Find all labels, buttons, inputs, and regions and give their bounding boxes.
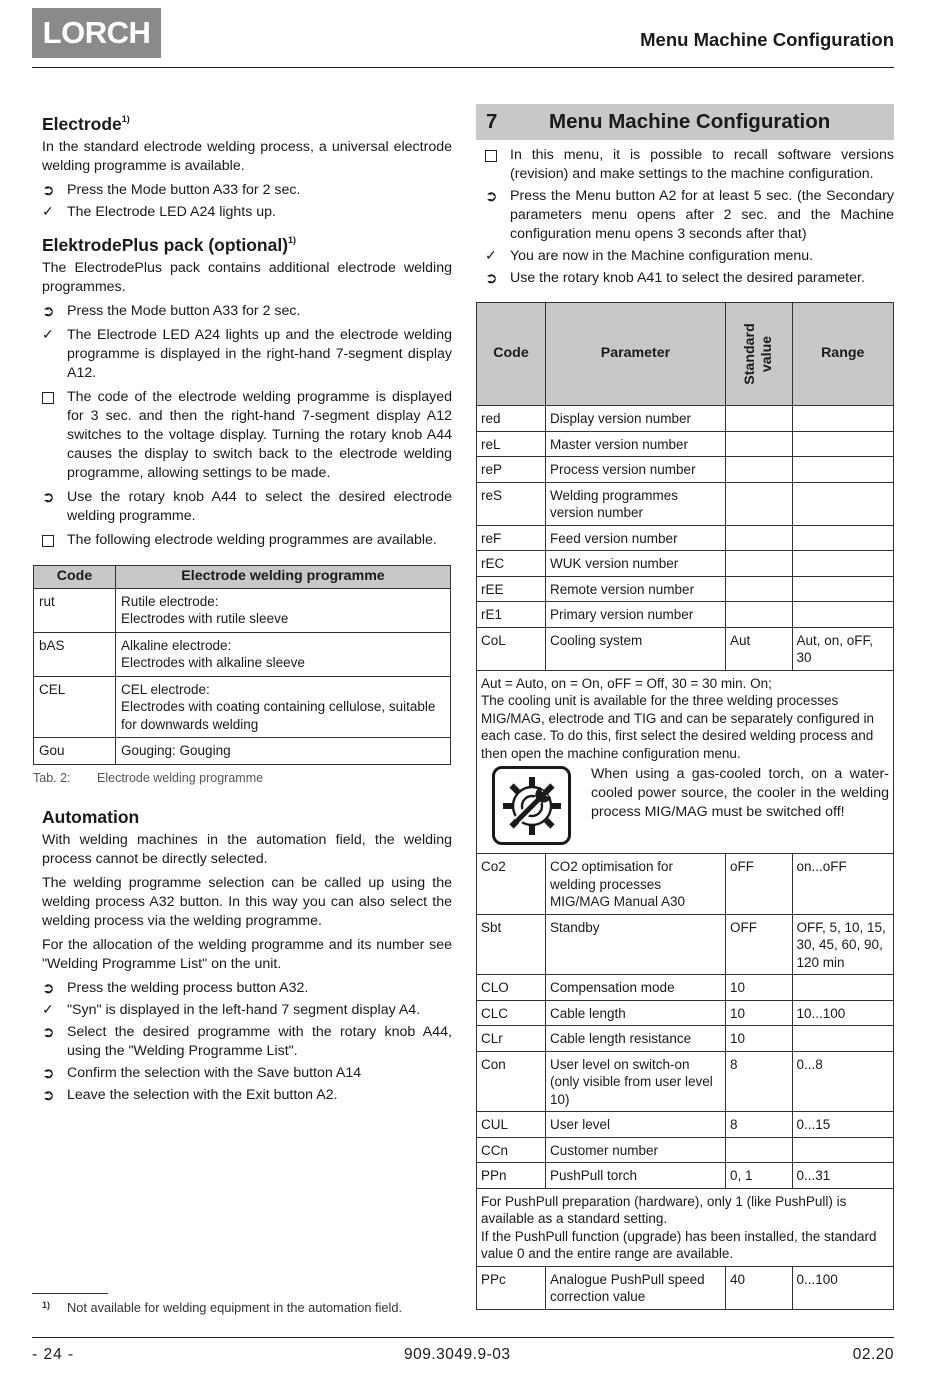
table-row [477, 525, 894, 551]
table-cell: User level on switch-on (only visible from user level 10) [546, 1051, 726, 1112]
table-row [34, 676, 451, 738]
table-row [477, 1137, 894, 1163]
step-item: ➲ Confirm the selection with the Save button A14 [42, 1064, 362, 1082]
table-cell: Compensation mode [546, 975, 726, 1001]
arrow-icon: ➲ [42, 1086, 55, 1104]
table-cell: 0...100 [792, 1266, 894, 1309]
step-item: ➲ Press the Menu button A2 for at least 5 sec. (the Secondary parameters menu opens after 2 sec. and the Machine configuration menu opens 3 seconds after that) [485, 188, 894, 242]
table-cell: OFF, 5, 10, 15, 30, 45, 60, 90, 120 min [792, 914, 894, 975]
pushpull-note-row [477, 1188, 894, 1266]
table-cell: Process version number [546, 457, 726, 483]
result-item: ✓ You are now in the Machine configuration menu. [485, 248, 814, 264]
table-cell: rut [34, 588, 116, 632]
table-cell [792, 975, 894, 1001]
table-cell: Feed version number [546, 525, 726, 551]
table-row [477, 975, 894, 1001]
table-cell: 0, 1 [726, 1163, 793, 1189]
table-cell [792, 602, 894, 628]
table-row [477, 406, 894, 432]
step-item: ➲ Use the rotary knob A44 to select the desired electrode welding programme. [42, 489, 452, 524]
step-item: ➲ Press the welding process button A32. [42, 979, 309, 997]
table-cell: 0...31 [792, 1163, 894, 1189]
table-cell [726, 406, 793, 432]
table-row [477, 1026, 894, 1052]
table-header: Range [792, 303, 894, 406]
document-date: 02.20 [852, 1346, 894, 1363]
table-cell: oFF [726, 854, 793, 915]
table-cell: Cable length resistance [546, 1026, 726, 1052]
table-cell [792, 431, 894, 457]
table-row [34, 588, 451, 632]
table-header: Code [477, 303, 546, 406]
table-cell: 10...100 [792, 1000, 894, 1026]
table-header: Code [34, 566, 116, 589]
step-item: ➲ Press the Mode button A33 for 2 sec. [42, 303, 301, 320]
table-cell: Display version number [546, 406, 726, 432]
electrode-heading: Electrode$^{1)}$ [42, 114, 130, 134]
checkbox-icon [485, 146, 505, 168]
page-header [32, 8, 894, 68]
footnote-rule [32, 1293, 108, 1294]
table-header-row [34, 566, 451, 589]
arrow-icon: ➲ [42, 1064, 55, 1082]
table-cell: PPn [477, 1163, 546, 1189]
step-item: ➲ Press the Mode button A33 for 2 sec. [42, 182, 301, 199]
table-row [34, 738, 451, 765]
table-cell: Primary version number [546, 602, 726, 628]
electrode-intro: In the standard electrode welding process, a universal electrode welding programme is available. [42, 139, 452, 174]
lorch-logo: LORCH [32, 8, 161, 58]
table-cell: CUL [477, 1112, 546, 1138]
arrow-icon: ➲ [42, 979, 55, 997]
arrow-icon: ➲ [485, 270, 498, 287]
warning-text: When using a gas-cooled torch, on a water-cooled power source, the cooler in the welding process MIG/MAG must be switched off! [591, 766, 889, 820]
cooling-note-row [477, 670, 894, 854]
document-number: 909.3049.9-03 [404, 1346, 511, 1363]
page-number: - 24 - [32, 1346, 75, 1363]
gear-wrench-icon [492, 766, 571, 845]
table-cell: WUK version number [546, 551, 726, 577]
pushpull-note: For PushPull preparation (hardware), only 1 (like PushPull) is available as a standard setting. If the PushPull function (upgrade) has been installed, the standard value 0 and the entire range are available. [477, 1188, 894, 1266]
checkmark-icon: ✓ [42, 204, 54, 220]
table-cell: Standby [546, 914, 726, 975]
elektrodeplus-intro: The ElectrodePlus pack contains additional electrode welding programmes. [42, 260, 452, 295]
table-cell: PushPull torch [546, 1163, 726, 1189]
table-row [477, 482, 894, 525]
table-row [477, 1000, 894, 1026]
step-item: ➲ Use the rotary knob A41 to select the desired parameter. [485, 270, 865, 287]
table-cell [726, 482, 793, 525]
automation-heading: Automation [42, 806, 140, 827]
table-row [477, 914, 894, 975]
table-cell [792, 1026, 894, 1052]
table-cell: CEL electrode: Electrodes with coating containing cellulose, suitable for downwards welding [116, 676, 451, 738]
table-cell: on...oFF [792, 854, 894, 915]
table-header: Electrode welding programme [116, 566, 451, 589]
table-cell: Con [477, 1051, 546, 1112]
table-cell: 0...15 [792, 1112, 894, 1138]
arrow-icon: ➲ [485, 188, 498, 205]
table-cell [726, 525, 793, 551]
table-cell: 0...8 [792, 1051, 894, 1112]
table-row [477, 1266, 894, 1309]
table-cell: Rutile electrode: Electrodes with rutile sleeve [116, 588, 451, 632]
table-cell: CLO [477, 975, 546, 1001]
table-cell: 10 [726, 1026, 793, 1052]
table-cell [726, 602, 793, 628]
table-row [477, 1112, 894, 1138]
table-cell: Aut [726, 627, 793, 670]
table-header: Parameter [546, 303, 726, 406]
table-cell: rEC [477, 551, 546, 577]
left-column [33, 113, 452, 1108]
table-row [477, 1051, 894, 1112]
table-row [477, 627, 894, 670]
table-row [34, 632, 451, 676]
step-item: ➲ Select the desired programme with the rotary knob A44, using the "Welding Programme List". [42, 1023, 452, 1059]
table-cell [792, 482, 894, 525]
electrode-programme-table [33, 565, 451, 765]
table-row [477, 431, 894, 457]
table-cell: reS [477, 482, 546, 525]
table-cell: OFF [726, 914, 793, 975]
cooling-note: Aut = Auto, on = On, oFF = Off, 30 = 30 min. On; The cooling unit is available for the three welding processes MIG/MAG, electrode and TIG and can be separately configured in each case. To do this, first select the desired welding process and then open the machine configuration menu. When using a gas-cooled torch, on a water-cooled power source, the cooler in the welding process MIG/MAG must be switched off! [477, 670, 894, 854]
table-caption: Tab. 2: Electrode welding programme [33, 770, 264, 785]
table-cell [792, 406, 894, 432]
warning-block [481, 765, 889, 850]
table-cell: Cooling system [546, 627, 726, 670]
table-cell: CLC [477, 1000, 546, 1026]
automation-paragraph: With welding machines in the automation field, the welding process cannot be directly selected. [42, 831, 452, 867]
elektrodeplus-heading: ElektrodePlus pack (optional)$^{1)}$ [42, 235, 297, 255]
arrow-icon: ➲ [42, 1023, 55, 1041]
checkmark-icon: ✓ [42, 1001, 54, 1018]
machine-config-table [476, 302, 894, 1310]
table-cell [792, 457, 894, 483]
table-cell: rE1 [477, 602, 546, 628]
info-item: The code of the electrode welding programme is displayed for 3 sec. and then the right-hand 7-segment display A12 switches to the voltage display. Turning the rotary knob A44 causes the display to switch back to the electrode welding programme, allowing settings to be made. [42, 388, 452, 483]
result-item: ✓ The Electrode LED A24 lights up. [42, 204, 276, 220]
table-row [477, 576, 894, 602]
step-item: ➲ Leave the selection with the Exit button A2. [42, 1086, 338, 1104]
table-cell: Gouging: Gouging [116, 738, 451, 765]
page-footer [32, 1337, 894, 1363]
table-row [477, 457, 894, 483]
table-cell: Welding programmes version number [546, 482, 726, 525]
table-cell: red [477, 406, 546, 432]
arrow-icon: ➲ [42, 303, 55, 320]
table-cell: 40 [726, 1266, 793, 1309]
checkbox-icon [42, 388, 62, 410]
table-cell: CO2 optimisation for welding processes MIG/MAG Manual A30 [546, 854, 726, 915]
table-cell: reF [477, 525, 546, 551]
table-row [477, 1163, 894, 1189]
table-cell: 10 [726, 1000, 793, 1026]
table-cell: CLr [477, 1026, 546, 1052]
table-cell: Co2 [477, 854, 546, 915]
checkmark-icon: ✓ [42, 327, 54, 343]
section-heading: 7 Menu Machine Configuration [476, 104, 894, 140]
table-row [477, 602, 894, 628]
table-cell: bAS [34, 632, 116, 676]
table-cell [726, 1137, 793, 1163]
table-cell: Alkaline electrode: Electrodes with alkaline sleeve [116, 632, 451, 676]
info-item: The following electrode welding programmes are available. [42, 531, 452, 550]
table-cell [726, 457, 793, 483]
table-cell: Remote version number [546, 576, 726, 602]
table-header-row [477, 303, 894, 406]
table-cell: 10 [726, 975, 793, 1001]
table-cell: CCn [477, 1137, 546, 1163]
table-row [477, 551, 894, 577]
right-column [476, 104, 894, 1310]
table-cell: Sbt [477, 914, 546, 975]
table-cell: reP [477, 457, 546, 483]
result-item: ✓ The Electrode LED A24 lights up and the electrode welding programme is displayed in the right-hand 7-segment display A12. [42, 327, 452, 381]
table-cell: reL [477, 431, 546, 457]
table-cell [792, 576, 894, 602]
footnote: 1) Not available for welding equipment in the automation field. [42, 1300, 403, 1315]
table-cell: User level [546, 1112, 726, 1138]
info-item: In this menu, it is possible to recall software versions (revision) and make settings to the machine configuration. [485, 146, 894, 184]
table-cell: CoL [477, 627, 546, 670]
table-cell: rEE [477, 576, 546, 602]
arrow-icon: ➲ [42, 182, 55, 199]
table-cell [792, 1137, 894, 1163]
table-cell [726, 576, 793, 602]
table-cell: Gou [34, 738, 116, 765]
table-cell: Aut, on, oFF, 30 [792, 627, 894, 670]
checkmark-icon: ✓ [485, 248, 497, 264]
automation-paragraph: The welding programme selection can be called up using the welding process A32 button. In this way you can also select the welding process via the welding programme. [42, 874, 452, 929]
table-cell: CEL [34, 676, 116, 738]
table-cell: 8 [726, 1051, 793, 1112]
table-cell [792, 551, 894, 577]
arrow-icon: ➲ [42, 489, 55, 506]
table-cell [792, 525, 894, 551]
result-item: ✓ "Syn" is displayed in the left-hand 7 segment display A4. [42, 1001, 421, 1018]
table-cell: Master version number [546, 431, 726, 457]
table-cell: Customer number [546, 1137, 726, 1163]
table-header: Standard value [726, 303, 793, 406]
table-cell: Analogue PushPull speed correction value [546, 1266, 726, 1309]
table-cell: PPc [477, 1266, 546, 1309]
table-cell: Cable length [546, 1000, 726, 1026]
table-row [477, 854, 894, 915]
checkbox-icon [42, 531, 62, 553]
automation-paragraph: For the allocation of the welding programme and its number see "Welding Programme List" on the unit. [42, 936, 452, 972]
table-cell [726, 431, 793, 457]
header-title: Menu Machine Configuration [640, 29, 894, 50]
table-cell: 8 [726, 1112, 793, 1138]
table-cell [726, 551, 793, 577]
